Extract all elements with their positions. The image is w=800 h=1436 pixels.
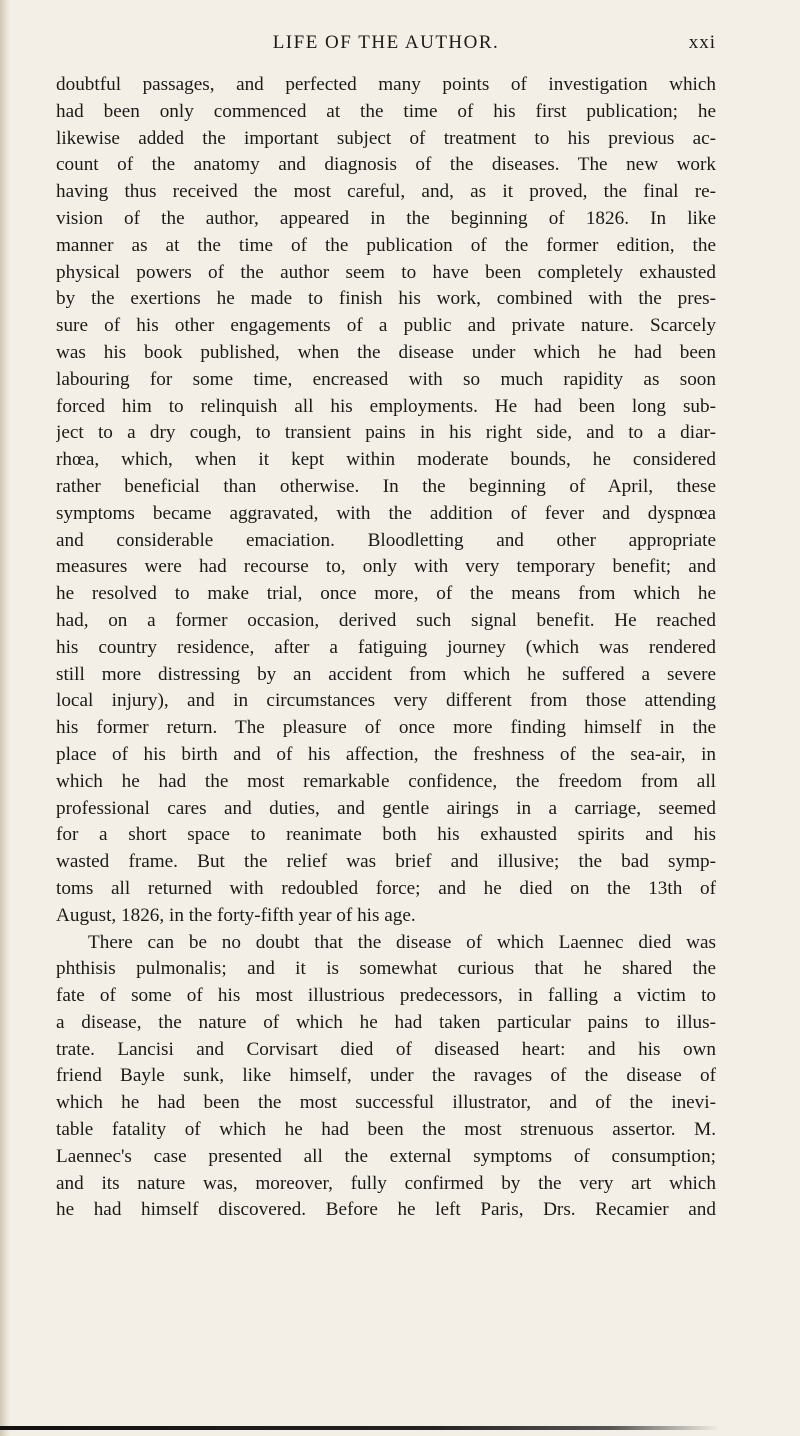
text-line: trate. Lancisi and Corvisart died of diseased heart: and his own [56, 1038, 716, 1060]
text-line: forced him to relinquish all his employments. He had been long sub- [56, 395, 716, 417]
page-number: xxi [688, 32, 716, 53]
text-line: toms all returned with redoubled force; and he died on the 13th of [56, 877, 716, 899]
text-line: for a short space to reanimate both his exhausted spirits and his [56, 824, 716, 846]
page-binding-edge [0, 0, 10, 1436]
text-line: rhœa, which, when it kept within moderate bounds, he considered [56, 449, 716, 471]
text-line: had, on a former occasion, derived such signal benefit. He reached [56, 609, 716, 631]
text-line: which he had been the most successful illustrator, and of the inevi- [56, 1092, 716, 1114]
text-line: having thus received the most careful, and, as it proved, the final re- [56, 181, 716, 203]
text-line: physical powers of the author seem to have been completely exhausted [56, 261, 716, 283]
text-line: fate of some of his most illustrious predecessors, in falling a victim to [56, 985, 716, 1007]
bottom-edge-shadow [0, 1426, 720, 1430]
text-line: Laennec's case presented all the external symptoms of consumption; [56, 1145, 716, 1167]
text-line: manner as at the time of the publication of the former edition, the [56, 234, 716, 256]
text-line: table fatality of which he had been the most strenuous assertor. M. [56, 1119, 716, 1141]
text-line: August, 1826, in the forty-fifth year of his age. [56, 904, 416, 926]
text-line: phthisis pulmonalis; and it is somewhat curious that he shared the [56, 958, 716, 980]
text-line: wasted frame. But the relief was brief and illusive; the bad symp- [56, 851, 716, 873]
text-line: had been only commenced at the time of his first publication; he [56, 100, 716, 122]
text-line: There can be no doubt that the disease of which Laennec died was [88, 931, 716, 953]
text-line: which he had the most remarkable confidence, the freedom from all [56, 770, 716, 792]
text-line: count of the anatomy and diagnosis of the diseases. The new work [56, 154, 716, 176]
text-line: rather beneficial than otherwise. In the beginning of April, these [56, 475, 716, 497]
text-line: doubtful passages, and perfected many points of investigation which [56, 74, 716, 95]
text-line: a disease, the nature of which he had taken particular pains to illus- [56, 1011, 716, 1033]
text-line: friend Bayle sunk, like himself, under the ravages of the disease of [56, 1065, 716, 1087]
text-line: he resolved to make trial, once more, of the means from which he [56, 583, 716, 605]
text-line: measures were had recourse to, only with very temporary benefit; and [56, 556, 716, 578]
text-line: place of his birth and of his affection, the freshness of the sea-air, in [56, 743, 716, 765]
text-line: he had himself discovered. Before he left Paris, Drs. Recamier and [56, 1199, 716, 1221]
page-header [56, 30, 716, 56]
text-line: and its nature was, moreover, fully confirmed by the very art which [56, 1172, 716, 1194]
text-line: his former return. The pleasure of once more finding himself in the [56, 717, 716, 739]
body-text [56, 72, 716, 1224]
text-line: likewise added the important subject of treatment to his previous ac- [56, 127, 716, 149]
running-head: LIFE OF THE AUTHOR. [272, 32, 500, 53]
text-line: by the exertions he made to finish his work, combined with the pres- [56, 288, 716, 310]
text-line: local injury), and in circumstances very different from those attending [56, 690, 716, 712]
text-line: labouring for some time, encreased with so much rapidity as soon [56, 368, 716, 390]
text-line: his country residence, after a fatiguing journey (which was rendered [56, 636, 716, 658]
text-line: still more distressing by an accident from which he suffered a severe [56, 663, 716, 685]
text-line: vision of the author, appeared in the beginning of 1826. In like [56, 207, 716, 229]
text-line: ject to a dry cough, to transient pains in his right side, and to a diar- [56, 422, 716, 444]
text-line: was his book published, when the disease under which he had been [56, 341, 716, 363]
text-line: symptoms became aggravated, with the addition of fever and dyspnœa [56, 502, 716, 524]
text-line: professional cares and duties, and gentle airings in a carriage, seemed [56, 797, 716, 819]
text-line: and considerable emaciation. Bloodletting and other appropriate [56, 529, 716, 551]
text-line: sure of his other engagements of a public and private nature. Scarcely [56, 315, 716, 337]
